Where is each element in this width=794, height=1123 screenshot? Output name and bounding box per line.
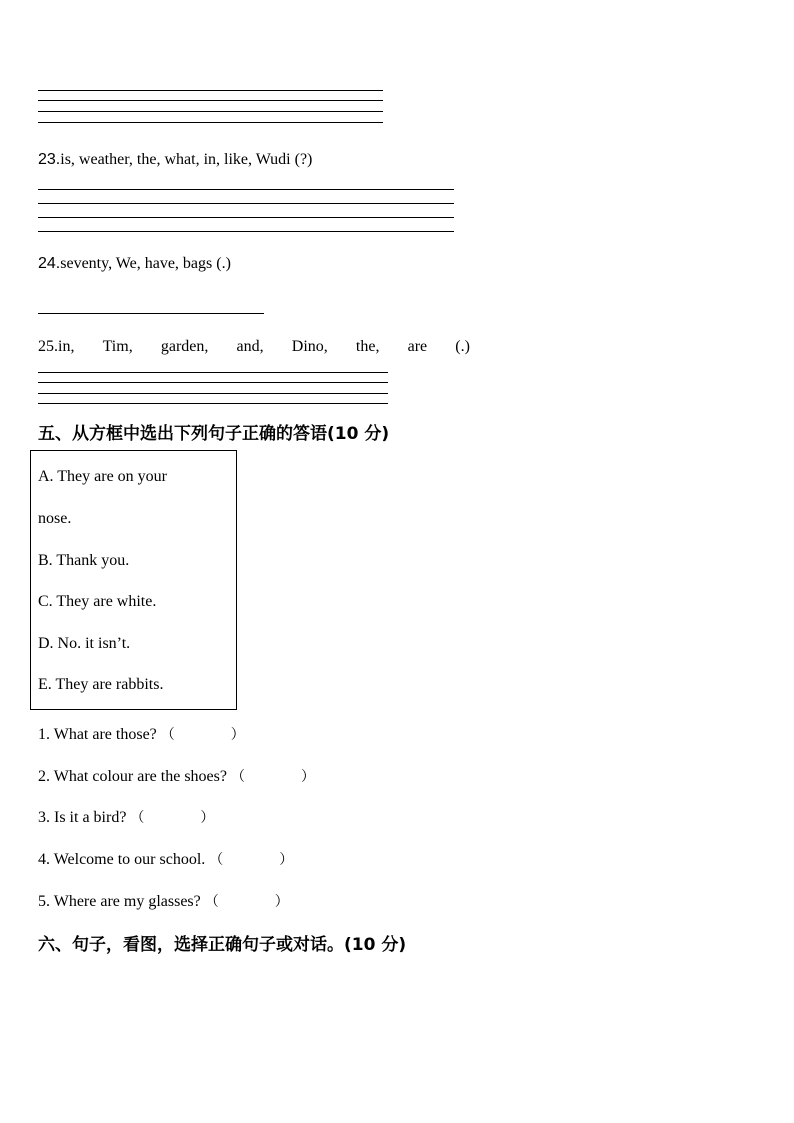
question-number: 24.: [38, 255, 61, 272]
answer-blank[interactable]: （ ）: [160, 727, 245, 743]
answer-blank[interactable]: （ ）: [130, 810, 215, 826]
answer-blank[interactable]: （ ）: [230, 769, 315, 785]
answer-line: [38, 122, 383, 123]
section-5-title: 五、从方框中选出下列句子正确的答语(10 分): [38, 424, 390, 444]
option-b: B. Thank you.: [38, 552, 130, 569]
question-24: [38, 255, 231, 273]
question-text: 5. Where are my glasses?: [38, 893, 201, 910]
question-25-word-6: the,: [355, 338, 380, 355]
question-25: [38, 338, 470, 358]
question-25-word-7: are: [407, 338, 428, 355]
question-text: seventy, We, have, bags (.): [60, 255, 231, 272]
options-box: [30, 450, 237, 710]
answer-line: [38, 189, 454, 190]
question-number: 25.: [38, 338, 58, 355]
question-text: 3. Is it a bird?: [38, 809, 127, 826]
answer-blank[interactable]: （ ）: [204, 894, 289, 910]
question-number: 23.: [38, 151, 61, 168]
question-text: 4. Welcome to our school.: [38, 851, 206, 868]
question-25-word-2: Tim,: [102, 338, 133, 355]
answer-blank[interactable]: （ ）: [209, 852, 294, 868]
answer-line: [38, 217, 454, 218]
match-question-5: [38, 891, 289, 911]
option-d: D. No. it isn’t.: [38, 635, 131, 652]
answer-line: [38, 393, 388, 394]
option-a: A. They are on your: [38, 468, 167, 485]
question-25-word-1: [38, 338, 74, 358]
answer-line: [38, 203, 454, 204]
question-text: 2. What colour are the shoes?: [38, 768, 227, 785]
match-question-2: [38, 766, 315, 786]
option-c: C. They are white.: [38, 593, 157, 610]
question-text: 1. What are those?: [38, 726, 157, 743]
question-text: is, weather, the, what, in, like, Wudi (?): [60, 151, 313, 168]
section-6-title: 六、句子，看图，选择正确句子或对话。(10 分): [38, 935, 407, 955]
answer-line: [38, 382, 388, 383]
option-e: E. They are rabbits.: [38, 676, 164, 693]
question-25-word-3: garden,: [160, 338, 209, 355]
question-23: [38, 151, 312, 169]
answer-line: [38, 372, 388, 373]
question-25-word-8: (.): [455, 338, 470, 355]
match-question-1: [38, 724, 245, 744]
answer-line: [38, 403, 388, 404]
option-a-continued: nose.: [38, 510, 72, 527]
match-question-4: [38, 849, 293, 869]
answer-line: [38, 111, 383, 112]
answer-line: [38, 231, 454, 232]
question-25-word-5: Dino,: [291, 338, 328, 355]
question-25-word-4: and,: [236, 338, 264, 355]
word: in,: [58, 338, 75, 355]
answer-line: [38, 90, 383, 91]
answer-line: [38, 313, 264, 314]
match-question-3: [38, 807, 214, 827]
answer-line: [38, 100, 383, 101]
